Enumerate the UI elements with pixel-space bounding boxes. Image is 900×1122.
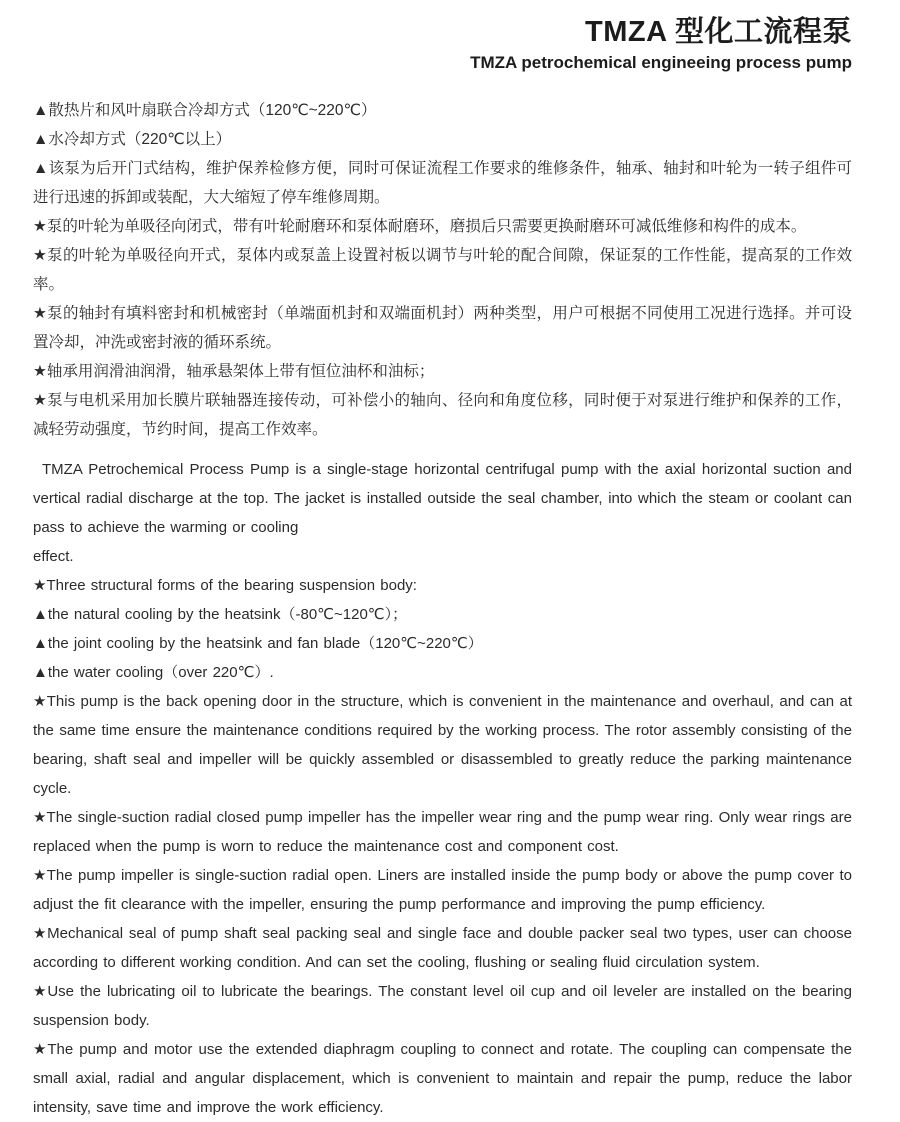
en-open-impeller-paragraph: ★The pump impeller is single-suction radial open. Liners are installed inside the pump body or above the pump cover to adjust the fit clearance with the impeller, ensuring the pump performance and improving the pump efficiency.: [33, 867, 852, 913]
doc-header: [33, 14, 852, 74]
page-title-english: TMZA petrochemical engineeing process pump: [470, 53, 852, 72]
cn-feature-shaft-seal: ★泵的轴封有填料密封和机械密封（单端面机封和双端面机封）两种类型，用户可根据不同使用工况进行选择。并可设置冷却，冲洗或密封液的循环系统。: [33, 305, 852, 351]
en-joint-cooling-item: ▲the joint cooling by the heatsink and fan blade（120℃~220℃）: [33, 635, 483, 652]
chinese-features-section: [33, 96, 852, 444]
page-title-chinese: TMZA 型化工流程泵: [584, 16, 852, 48]
document-body: [33, 96, 852, 1122]
cn-feature-water-cooling: ▲水冷却方式（220℃以上）: [33, 131, 232, 148]
en-intro-paragraph: TMZA Petrochemical Process Pump is a single-stage horizontal centrifugal pump with the axial horizontal suction and vertical radial discharge at the top. The jacket is installed outside the seal chamber, into which the steam or coolant can pass to achieve the warming or cooling: [33, 461, 852, 536]
en-mechanical-seal-paragraph: ★Mechanical seal of pump shaft seal packing seal and single face and double packer seal two types, user can choose according to different working condition. And can set the cooling, flushing or sealing fluid circulation system.: [33, 925, 852, 971]
cn-feature-coupling: ★泵与电机采用加长膜片联轴器连接传动，可补偿小的轴向、径向和角度位移，同时便于对泵进行维护和保养的工作，减轻劳动强度，节约时间，提高工作效率。: [33, 392, 852, 438]
en-coupling-paragraph: ★The pump and motor use the extended diaphragm coupling to connect and rotate. The coupling can compensate the small axial, radial and angular displacement, which is convenient to maintain and repair the pump, reduce the labor intensity, save time and improve the work efficiency.: [33, 1041, 852, 1116]
cn-feature-bearing-lube: ★轴承用润滑油润滑，轴承悬架体上带有恒位油杯和油标；: [33, 363, 435, 380]
cn-feature-open-impeller: ★泵的叶轮为单吸径向开式，泵体内或泵盖上设置衬板以调节与叶轮的配合间隙，保证泵的工作性能，提高泵的工作效率。: [33, 247, 852, 293]
en-natural-cooling-item: ▲the natural cooling by the heatsink（-80℃~120℃）；: [33, 606, 408, 623]
cn-feature-cooling-fin: ▲散热片和风叶扇联合冷却方式（120℃~220℃）: [33, 102, 377, 119]
english-description-section: [33, 455, 852, 1122]
cn-feature-closed-impeller: ★泵的叶轮为单吸径向闭式，带有叶轮耐磨环和泵体耐磨环，磨损后只需要更换耐磨环可减低维修和构件的成本。: [33, 218, 807, 235]
cn-feature-back-door: ▲该泵为后开门式结构，维护保养检修方便，同时可保证流程工作要求的维修条件，轴承、轴封和叶轮为一转子组件可进行迅速的拆卸或装配，大大缩短了停车维修周期。: [33, 160, 852, 206]
en-structural-forms-heading: ★Three structural forms of the bearing suspension body:: [33, 577, 417, 594]
en-water-cooling-item: ▲the water cooling（over 220℃）.: [33, 664, 274, 681]
en-intro-effect-line: effect.: [33, 548, 74, 565]
en-closed-impeller-paragraph: ★The single-suction radial closed pump impeller has the impeller wear ring and the pump wear ring. Only wear rings are replaced when the pump is worn to reduce the maintenance cost and component cost.: [33, 809, 852, 855]
en-back-opening-paragraph: ★This pump is the back opening door in the structure, which is convenient in the maintenance and overhaul, and can at the same time ensure the maintenance conditions required by the working process. The rotor assembly consisting of the bearing, shaft seal and impeller will be quickly assembled or disassembled to greatly reduce the parking maintenance cycle.: [33, 693, 852, 797]
en-lubrication-paragraph: ★Use the lubricating oil to lubricate the bearings. The constant level oil cup and oil leveler are installed on the bearing suspension body.: [33, 983, 852, 1029]
